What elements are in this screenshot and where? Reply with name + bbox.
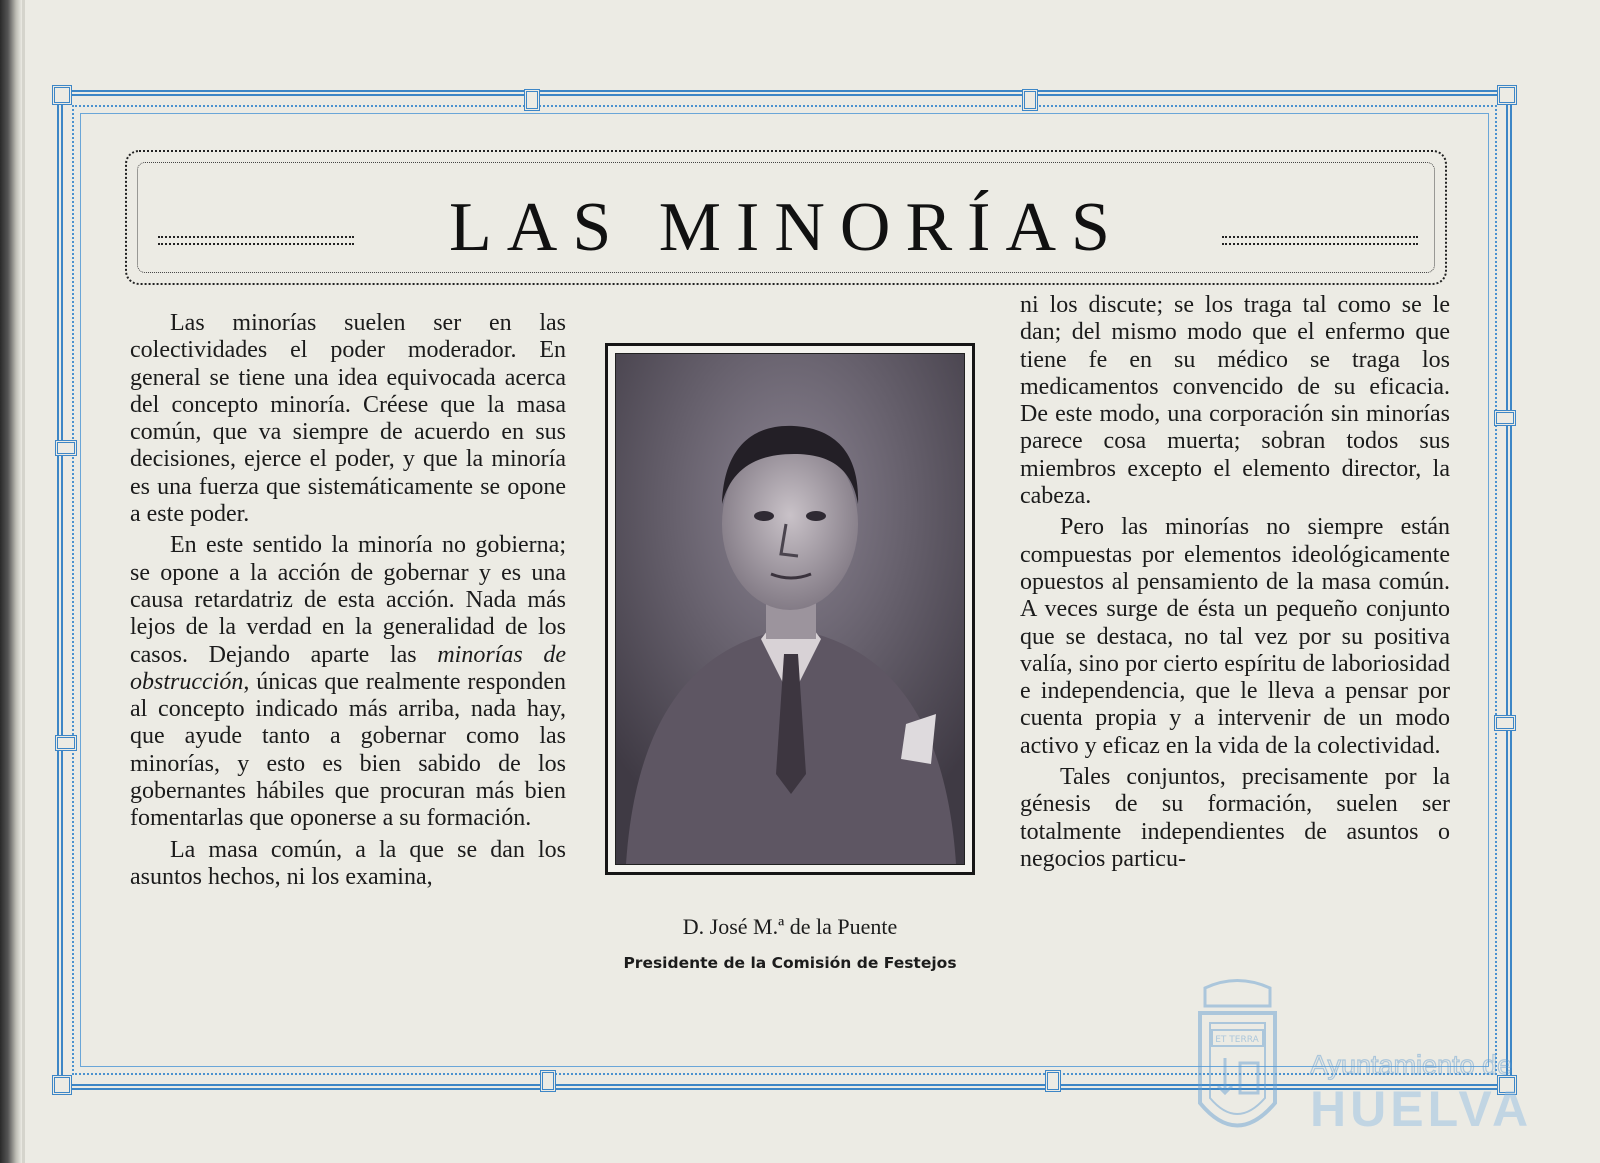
- watermark-title: HUELVA: [1310, 1081, 1533, 1137]
- border-knot-ornament: [1494, 715, 1516, 731]
- portrait-image: [616, 354, 964, 864]
- border-knot-ornament: [524, 89, 540, 111]
- border-knot-ornament: [1494, 410, 1516, 426]
- coat-of-arms-icon: [1190, 978, 1285, 1148]
- title-rule-right: [1222, 236, 1418, 245]
- right-text-column: [1020, 292, 1450, 877]
- paragraph: Pero las minorías no siempre están compuestas por elementos ideológicamente opuestos al pensamiento de la masa común. A veces surge de ésta un pequeño conjunto que se destaca, no tal vez por su positiva valía, sino por cierto espíritu de laboriosidad e independencia, que le lleva a pensar por cuenta propia y a intervenir de un modo activo y eficaz en la vida de la colectividad.: [1020, 514, 1450, 759]
- watermark-subtitle: Ayuntamiento de: [1310, 1050, 1513, 1080]
- border-knot-ornament: [540, 1070, 556, 1092]
- paragraph: En este sentido la minoría no gobierna; se opone a la acción de gobernar y es una causa retardatriz de esta acción. Nada más lejos de la verdad en la generalidad de los casos. Dejando aparte las minorías de obstrucción, únicas que realmente responden al concepto indicado más arriba, nada hay, que ayude tanto a gobernar como las minorías, y esto es bien sabido de los gobernantes hábiles que procuran más bien fomentarlas que oponerse a su formación.: [130, 532, 566, 832]
- border-knot-ornament: [1045, 1070, 1061, 1092]
- page-edge: [22, 0, 25, 1163]
- border-corner-ornament: [1497, 85, 1517, 105]
- left-text-column: [130, 310, 566, 895]
- paragraph: La masa común, a la que se dan los asuntos hechos, ni los examina,: [130, 836, 566, 890]
- crest-text: ET TERRA: [1215, 1035, 1259, 1045]
- article-title: LAS MINORÍAS: [449, 189, 1125, 266]
- photo-caption-role: Presidente de la Comisión de Festejos: [623, 954, 957, 972]
- portrait-photo-frame: [605, 343, 975, 875]
- border-knot-ornament: [1022, 89, 1038, 111]
- title-rule-left: [158, 236, 354, 245]
- paragraph: Las minorías suelen ser en las colectividades el poder moderador. En general se tiene una idea equivocada acerca del concepto minoría. Créese que la masa común, que va siempre de acuerdo en sus decisiones, ejerce el poder, y que la minoría es una fuerza que sistemáticamente se opone a este poder.: [130, 310, 566, 528]
- huelva-watermark: [1185, 968, 1585, 1158]
- paragraph: ni los discute; se los traga tal como se le dan; del mismo modo que el enfermo que tiene fe en su médico se traga los medicamentos convencido de su eficacia. De este modo, una corporación sin minorías parece cosa muerta; sobran todos sus miembros excepto el elemento director, la cabeza.: [1020, 292, 1450, 510]
- border-corner-ornament: [52, 85, 72, 105]
- border-knot-ornament: [55, 440, 77, 456]
- photo-caption-name: D. José M.ª de la Puente: [682, 914, 898, 939]
- border-knot-ornament: [55, 735, 77, 751]
- emphasis-text: minorías de obstrucción: [130, 641, 566, 695]
- book-spine-shadow: [0, 0, 22, 1163]
- portrait-photo: [615, 353, 965, 865]
- paragraph: Tales conjuntos, precisamente por la génesis de su formación, suelen ser totalmente independientes de asuntos o negocios particu-: [1020, 764, 1450, 872]
- border-corner-ornament: [52, 1075, 72, 1095]
